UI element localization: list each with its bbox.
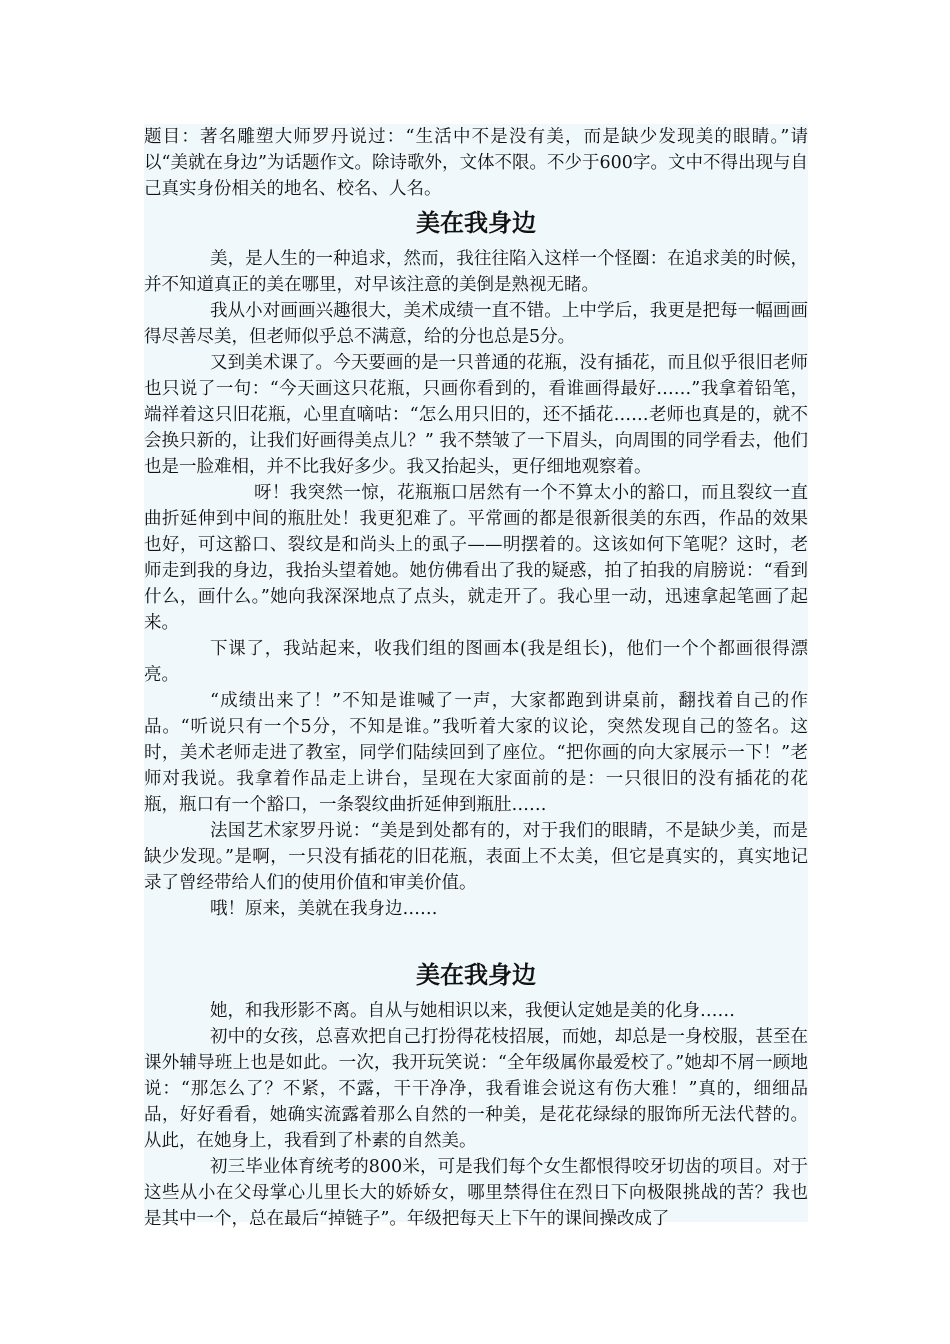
essay-1-paragraph: 又到美术课了。今天要画的是一只普通的花瓶，没有插花，而且似乎很旧老师也只说了一句：“今天画这只花瓶，只画你看到的，看谁画得最好……”我拿着铅笔，端祥着这只旧花瓶，心里直嘀咕：“怎么用只旧的，还不插花……老师也真是的，就不会换只新的，让我们好画得美点儿？” 我不禁皱了一下眉头，向周围的同学看去，他们也是一脸难相，并不比我好多少。我又抬起头，更仔细地观察着。 (144, 353, 808, 477)
essay-2-paragraph: 初中的女孩，总喜欢把自己打扮得花枝招展，而她，却总是一身校服，甚至在课外辅导班上也是如此。一次，我开玩笑说：“全年级属你最爱校了。”她却不屑一顾地说：“那怎么了？不紧，不露，干干净净，我看谁会说这有伤大雅！”真的，细细品品，好好看看，她确实流露着那么自然的一种美，是花花绿绿的服饰所无法代替的。从此，在她身上，我看到了朴素的自然美。 (144, 1027, 808, 1151)
essay-2-paragraph: 她，和我形影不离。自从与她相识以来，我便认定她是美的化身…… (210, 1001, 735, 1021)
essay-1-paragraph: 哦！原来，美就在我身边…… (210, 899, 438, 919)
essay-2-paragraph: 初三毕业体育统考的800米，可是我们每个女生都恨得咬牙切齿的项目。对于这些从小在父母掌心儿里长大的娇娇女，哪里禁得住在烈日下向极限挑战的苦？我也是其中一个，总在最后“掉链子”。年级把每天上下午的课间操改成了 (144, 1157, 808, 1229)
essay-prompt: 题目：著名雕塑大师罗丹说过：“生活中不是没有美，而是缺少发现美的眼睛。”请以“美就在身边”为话题作文。除诗歌外，文体不限。不少于600字。文中不得出现与自己真实身份相关的地名、校名、人名。 (144, 127, 808, 199)
essay-1-paragraph: 法国艺术家罗丹说：“美是到处都有的，对于我们的眼睛，不是缺少美，而是缺少发现。”是啊，一只没有插花的旧花瓶，表面上不太美，但它是真实的，真实地记录了曾经带给人们的使用价值和审美价值。 (144, 821, 808, 893)
essay-1-paragraph: 我从小对画画兴趣很大，美术成绩一直不错。上中学后，我更是把每一幅画画得尽善尽美，但老师似乎总不满意，给的分也总是5分。 (144, 301, 808, 347)
essay-1-paragraph: “成绩出来了！”不知是谁喊了一声，大家都跑到讲桌前，翻找着自己的作品。“听说只有一个5分，不知是谁。”我听着大家的议论，突然发现自己的签名。这时，美术老师走进了教室，同学们陆续回到了座位。“把你画的向大家展示一下！”老师对我说。我拿着作品走上讲台，呈现在大家面前的是：一只很旧的没有插花的花瓶，瓶口有一个豁口，一条裂纹曲折延伸到瓶肚…… (144, 691, 808, 815)
essay-1-paragraph: 呀！我突然一惊，花瓶瓶口居然有一个不算太小的豁口，而且裂纹一直曲折延伸到中间的瓶肚处！我更犯难了。平常画的都是很新很美的东西，作品的效果也好，可这豁口、裂纹是和尚头上的虱子——明摆着的。这该如何下笔呢？这时，老师走到我的身边，我抬头望着她。她仿佛看出了我的疑惑，拍了拍我的肩膀说：“看到什么，画什么。”她向我深深地点了点头，就走开了。我心里一动，迅速拿起笔画了起来。 (144, 483, 808, 633)
document-text-block (144, 124, 808, 1229)
essay-1-title: 美在我身边 (416, 208, 536, 237)
essay-1-paragraph: 下课了，我站起来，收我们组的图画本(我是组长)，他们一个个都画很得漂亮。 (144, 639, 808, 685)
essay-2-title: 美在我身边 (416, 960, 536, 989)
essay-1-paragraph: 美，是人生的一种追求，然而，我往往陷入这样一个怪圈：在追求美的时候，并不知道真正的美在哪里，对早该注意的美倒是熟视无睹。 (144, 249, 808, 295)
